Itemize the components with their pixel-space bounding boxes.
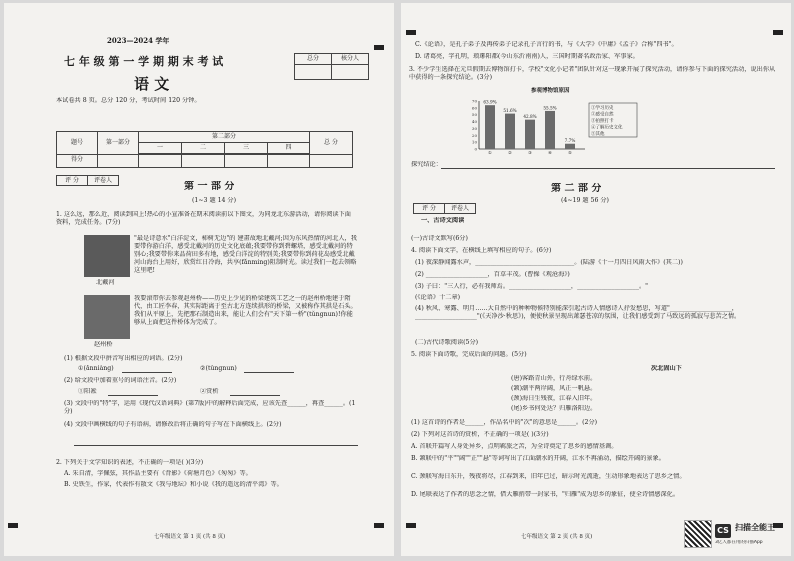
page-footer: 七年级语文 第 2 页 (共 8 页) [521, 534, 593, 540]
question-2: 2. 下列关于文学知识的表述，不正确的一项是( )(3分) [56, 459, 204, 466]
bar-value-label: 63.9% [483, 99, 497, 105]
question-5-2: (2) 下列对这首诗的赏析，不正确的一项是( )(3分) [411, 431, 549, 438]
camscanner-logo-icon: CS [715, 524, 731, 538]
part2-title: 第 二 部 分 [551, 183, 602, 194]
question-4-3-source: (《论语》十二章) [415, 294, 461, 301]
table-sub-4: 四 [267, 142, 310, 154]
margin-mark [374, 523, 384, 528]
poem-line: (唐)客路青山外，行舟绿水前。 [511, 375, 597, 382]
answer-line[interactable] [441, 168, 775, 169]
bar [485, 105, 495, 149]
question-4-3: (3) 子曰："三人行，必有我师焉。____________________，____________________。" [415, 283, 648, 290]
bar [545, 111, 555, 149]
bar-value-label: 7.7% [564, 138, 576, 144]
x-tick-label: ① [488, 150, 492, 155]
y-tick-label: 20 [471, 132, 477, 138]
table-score-cell[interactable] [97, 154, 139, 168]
bar-value-label: 55.5% [543, 105, 557, 111]
y-tick-label: 10 [471, 139, 477, 145]
bar [505, 114, 515, 149]
x-tick-label: ④ [548, 150, 552, 155]
table-header-part2: 第二部分 [138, 131, 310, 143]
legend-entry: ④了解历史文化 [591, 125, 623, 131]
poem-line: (尾)乡书何处达？归雁洛阳边。 [511, 405, 597, 412]
table-score-cell[interactable] [267, 154, 310, 168]
question-5-option-b: B. 颔联中的"平""阔""正""悬"等词写出了江面潮水的开阔，江水不再涌动，描绘开阔的景象。 [411, 455, 665, 462]
margin-mark [406, 523, 416, 528]
part1-meta: (1~3 题 14 分) [192, 197, 237, 204]
subsection-heading: (二)古代诗歌阅读(5分) [415, 339, 479, 346]
page-right [401, 3, 791, 556]
question-1-2b: ②赏析 [200, 388, 219, 395]
question-4-2: (2) ____________________，百草丰茂。(曹操《观沧海》) [415, 271, 570, 278]
total-score-cell[interactable] [294, 64, 332, 80]
answer-line[interactable] [230, 395, 280, 396]
part1-title: 第 一 部 分 [184, 181, 235, 192]
question-1-3: (3) 文段中的"特"字，运用《现代汉语词典》(第7版)中的解释后面完成，应该先查______，再查______。(1分) [64, 400, 356, 415]
table-row-score-label: 得分 [56, 154, 98, 168]
question-2-option-a: A. 朱自清，字佩弦，其作品主要有《背影》《荷塘月色》《匆匆》等。 [64, 470, 252, 477]
table-sub-3: 三 [224, 142, 268, 154]
question-4-1: (1) 夜深静闻露水声，________________________________。(陆游《十一月四日风雨大作》(其二)) [415, 259, 683, 266]
question-4-4: (4) 秋风、寒露、明月……大自然中的种种物候特别能深引起古诗人情感诗人抒发愁思，写道"____________________，____________________"(《天净沙·秋思》)，便使秋景呈现出萧瑟苍凉的氛围，让我们感受到了马致远的孤寂与悲苦之情。 [415, 305, 741, 320]
poem-line: (颔)潮平两岸阔，风正一帆悬。 [511, 385, 597, 392]
table-sub-2: 二 [181, 142, 225, 154]
question-1-2: (2) 给文段中加着重号的词语注音。(2分) [64, 377, 177, 384]
table-score-cell[interactable] [138, 154, 182, 168]
brand-tagline: 3亿人都在用的扫描App [715, 540, 763, 545]
y-tick-label: 50 [471, 112, 477, 118]
museum-reason-chart [461, 95, 731, 155]
qr-code-icon [684, 520, 712, 548]
question-2-option-c: C.《论语》，是孔子弟子及再传弟子记录孔子言行的书，与《大学》《中庸》《孟子》合称"四书"。 [415, 41, 678, 48]
legend-entry: ②感受自然 [591, 112, 614, 118]
y-tick-label: 30 [471, 125, 477, 131]
table-score-cell[interactable] [181, 154, 225, 168]
bar [565, 144, 575, 149]
table-header-part1: 第一部分 [97, 131, 139, 155]
table-sub-1: 一 [138, 142, 182, 154]
bar-value-label: 42.8% [523, 114, 537, 120]
margin-mark [773, 30, 783, 35]
question-3: 3. 不少学生选择在元旦假期去博物馆打卡，学校"文化小记者"团队针对这一现象开展了探究活动，请你参与下面的探究活动，说出你从中获得的一条探究结论。(3分) [409, 66, 776, 81]
question-1-1: (1) 根据文段中拼音写出相应的词语。(2分) [64, 355, 183, 362]
passage-2: 我要滚带你去参观赵州桥——历史上少见的桥梁建筑工艺之一的赵州桥地建于隋代，由工匠李春，其实际距离于至古北方连续拱形的桥梁，又被称作其拱是石头。我们从平原上，先把那石制造出来，能让人们会有"天下第一桥"(tǔngnun)!你能够从上面把这件桥体为完成了。 [134, 295, 357, 326]
subject-title: 语 文 [134, 75, 170, 93]
question-1: 1. 这么远，那么近，阅读到国上!热心的小宣准备在期末阅读前以下图文，为同龙北东游活动，请你阅读下面资料，完成任务。(7分) [56, 211, 351, 226]
bar [525, 120, 535, 149]
chart-conclusion-label: 探究结论： [411, 161, 442, 168]
zhaozhou-bridge-photo [84, 295, 130, 339]
margin-mark [374, 45, 384, 50]
checker-cell[interactable] [331, 64, 369, 80]
table-score-cell[interactable] [224, 154, 268, 168]
answer-line[interactable] [108, 395, 158, 396]
question-5-option-c: C. 颈联写海日东升，残夜将尽，江春到来，旧年已过，暗示时光流逝，生动形象地表达了思乡之情。 [411, 473, 686, 480]
grader-score-label: 评 分 [413, 203, 445, 214]
table-score-cell[interactable] [309, 154, 353, 168]
legend-entry: ③拍照打卡 [591, 119, 614, 124]
question-1-4: (4) 文段中画横线的句子有语病，请修改后将正确的句子写在下面横线上。(2分) [64, 421, 282, 428]
y-tick-label: 0 [474, 146, 477, 152]
grader-name-label: 评卷人 [87, 175, 119, 186]
page-footer: 七年级语文 第 1 页 (共 8 页) [154, 534, 226, 540]
answer-line[interactable] [122, 372, 172, 373]
chart-title: 参观博物馆原因 [531, 88, 570, 94]
photo-caption-zhaozhou: 赵州桥 [94, 341, 113, 348]
x-tick-label: ③ [528, 150, 532, 155]
margin-mark [406, 30, 416, 35]
poem-title: 次北固山下 [651, 365, 682, 372]
x-tick-label: ② [508, 150, 512, 155]
table-header-total: 总 分 [309, 131, 353, 155]
passage-1: "最是诗意水"白洋淀文，柿树无边"的 建畫故地北戴河;因为东风热情的河北人，我要带你游白洋，感受北戴河的历史文化底蕴;我要带你到碧螺塔，感受北戴河的特别心;我要带你来品荷田多有地，感受白洋淀的特别美;我要带你到荷花岛感受北戴河山海台上用好，欣赏红日冷海，共享(fǎnming)阻制时光。读过我们一起去领略这里吧! [134, 235, 357, 274]
question-5-option-d: D. 尾联表达了作者的思念之情，借大雁捎带一封家书，"归雁"成为思乡的象征，使全诗情感深化。 [411, 491, 680, 498]
exam-year: 2023—2024 学年 [107, 37, 170, 45]
y-tick-label: 70 [471, 98, 477, 104]
answer-line[interactable] [74, 445, 358, 446]
exam-notice: 本试卷共 8 页。总分 120 分，考试时间 120 分钟。 [56, 97, 201, 104]
question-1-2a: ①阳凇 [78, 388, 97, 395]
question-5-option-a: A. 首联开篇写人身处异乡，点明羁旅之苦，为全诗奠定了思乡的感情基调。 [411, 443, 618, 450]
question-1-1b: ②(tǔngnun) [200, 365, 237, 372]
y-tick-label: 60 [471, 105, 477, 111]
question-5-1: (1) 这首诗的作者是______，作品名中的"次"的意思是______。(2分) [411, 419, 598, 426]
legend-entry: ⑤其他 [591, 132, 605, 137]
subsection-heading: (一)古诗文默写(6分) [411, 235, 468, 242]
legend-entry: ①学习历史 [591, 106, 614, 111]
poem-line: (颈)海日生残夜，江春入旧年。 [511, 395, 597, 402]
y-tick-label: 40 [471, 119, 477, 125]
question-2-option-d: D. 诸葛亮，字孔明，琅琊阳都(今山东沂南南)人，三国时期著名政治家、军事家。 [415, 53, 639, 60]
grader-score-label: 评 分 [56, 175, 88, 186]
exam-title: 七 年 级 第 一 学 期 期 末 考 试 [64, 55, 224, 68]
brand-name: 扫描全能王 [735, 523, 775, 532]
margin-mark [8, 523, 18, 528]
x-tick-label: ⑤ [568, 150, 572, 155]
checker-label: 核分人 [331, 53, 369, 65]
answer-line[interactable] [244, 372, 294, 373]
total-score-label: 总分 [294, 53, 332, 65]
grader-name-label: 评卷人 [444, 203, 476, 214]
bar-value-label: 51.6% [503, 108, 517, 114]
photo-caption-beidaihe: 北戴河 [96, 279, 115, 286]
question-4: 4. 阅读下面文字，在横线上填写相应的句子。(6分) [411, 247, 552, 254]
question-1-1a: ①(ǎnniàng) [78, 365, 114, 372]
table-header-qno: 题号 [56, 131, 98, 155]
part2-meta: (4~19 题 56 分) [561, 197, 609, 204]
section-heading: 一、古诗文阅读 [421, 217, 465, 224]
question-5: 5. 阅读下面诗歌，完成后面的问题。(5分) [411, 351, 527, 358]
question-2-option-b: B. 史铁生，作家，代表作有散文《我与地坛》和小说《我的遥远的清平湾》等。 [64, 481, 283, 488]
beidaihe-photo [84, 235, 130, 277]
page-left [4, 3, 394, 556]
